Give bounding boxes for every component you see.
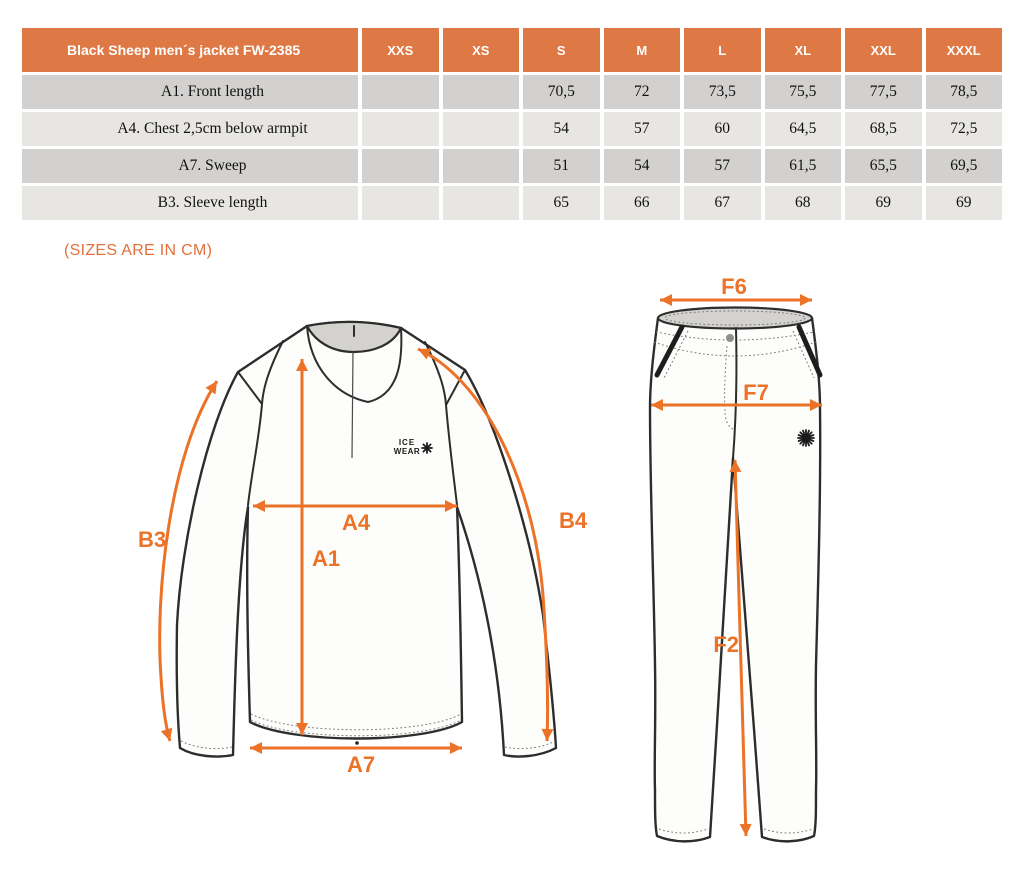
pants-diagram — [630, 274, 960, 880]
measurement-label: A4. Chest 2,5cm below armpit — [22, 112, 358, 146]
waist-button — [726, 334, 734, 342]
size-header-xxl: XXL — [845, 28, 922, 72]
b4-label: B4 — [559, 508, 588, 533]
size-value-cell: 69 — [926, 186, 1003, 220]
size-header-xs: XS — [443, 28, 520, 72]
size-value-cell — [362, 149, 439, 183]
b3-label: B3 — [138, 527, 167, 552]
size-value-cell: 54 — [604, 149, 681, 183]
size-value-cell: 68 — [765, 186, 842, 220]
f6-label: F6 — [721, 274, 747, 299]
size-value-cell: 72,5 — [926, 112, 1003, 146]
size-value-cell: 67 — [684, 186, 761, 220]
measurement-label: A1. Front length — [22, 75, 358, 109]
size-table — [18, 25, 1006, 223]
measurement-row-a1 — [22, 75, 1002, 109]
size-value-cell — [443, 186, 520, 220]
size-header-l: L — [684, 28, 761, 72]
hem-zip-dot — [355, 741, 359, 745]
size-value-cell — [443, 75, 520, 109]
measurement-label: A7. Sweep — [22, 149, 358, 183]
size-header-m: M — [604, 28, 681, 72]
f2-label: F2 — [713, 632, 739, 657]
measurement-label: B3. Sleeve length — [22, 186, 358, 220]
size-value-cell: 57 — [604, 112, 681, 146]
units-note: (SIZES ARE IN CM) — [64, 242, 213, 259]
size-header-xl: XL — [765, 28, 842, 72]
size-value-cell: 65,5 — [845, 149, 922, 183]
size-value-cell: 70,5 — [523, 75, 600, 109]
a4-label: A4 — [341, 510, 371, 535]
size-value-cell: 54 — [523, 112, 600, 146]
measurement-row-b3 — [22, 186, 1002, 220]
size-value-cell — [362, 75, 439, 109]
jacket-body — [177, 322, 556, 757]
size-value-cell: 51 — [523, 149, 600, 183]
size-value-cell: 72 — [604, 75, 681, 109]
snowflake-icon — [422, 443, 432, 453]
size-value-cell — [362, 186, 439, 220]
size-value-cell: 64,5 — [765, 112, 842, 146]
size-value-cell — [443, 112, 520, 146]
size-value-cell — [362, 112, 439, 146]
header-row — [22, 28, 1002, 72]
size-value-cell: 77,5 — [845, 75, 922, 109]
measurement-row-a7 — [22, 149, 1002, 183]
size-value-cell: 65 — [523, 186, 600, 220]
logo-line1: ICE — [398, 438, 416, 447]
table-title: Black Sheep men´s jacket FW-2385 — [22, 28, 358, 72]
size-value-cell: 73,5 — [684, 75, 761, 109]
measurement-row-a4 — [22, 112, 1002, 146]
size-value-cell: 66 — [604, 186, 681, 220]
size-value-cell: 60 — [684, 112, 761, 146]
size-value-cell: 75,5 — [765, 75, 842, 109]
size-value-cell: 69,5 — [926, 149, 1003, 183]
size-value-cell: 57 — [684, 149, 761, 183]
size-value-cell: 78,5 — [926, 75, 1003, 109]
size-value-cell: 61,5 — [765, 149, 842, 183]
jacket-diagram — [135, 295, 625, 795]
size-header-xxxl: XXXL — [926, 28, 1003, 72]
size-header-s: S — [523, 28, 600, 72]
snowflake-icon — [798, 430, 814, 446]
f7-label: F7 — [743, 380, 769, 405]
size-value-cell: 69 — [845, 186, 922, 220]
size-value-cell: 68,5 — [845, 112, 922, 146]
a1-label: A1 — [312, 546, 341, 571]
logo-line2: WEAR — [393, 447, 421, 456]
size-header-xxs: XXS — [362, 28, 439, 72]
a7-label: A7 — [346, 752, 376, 777]
size-value-cell — [443, 149, 520, 183]
